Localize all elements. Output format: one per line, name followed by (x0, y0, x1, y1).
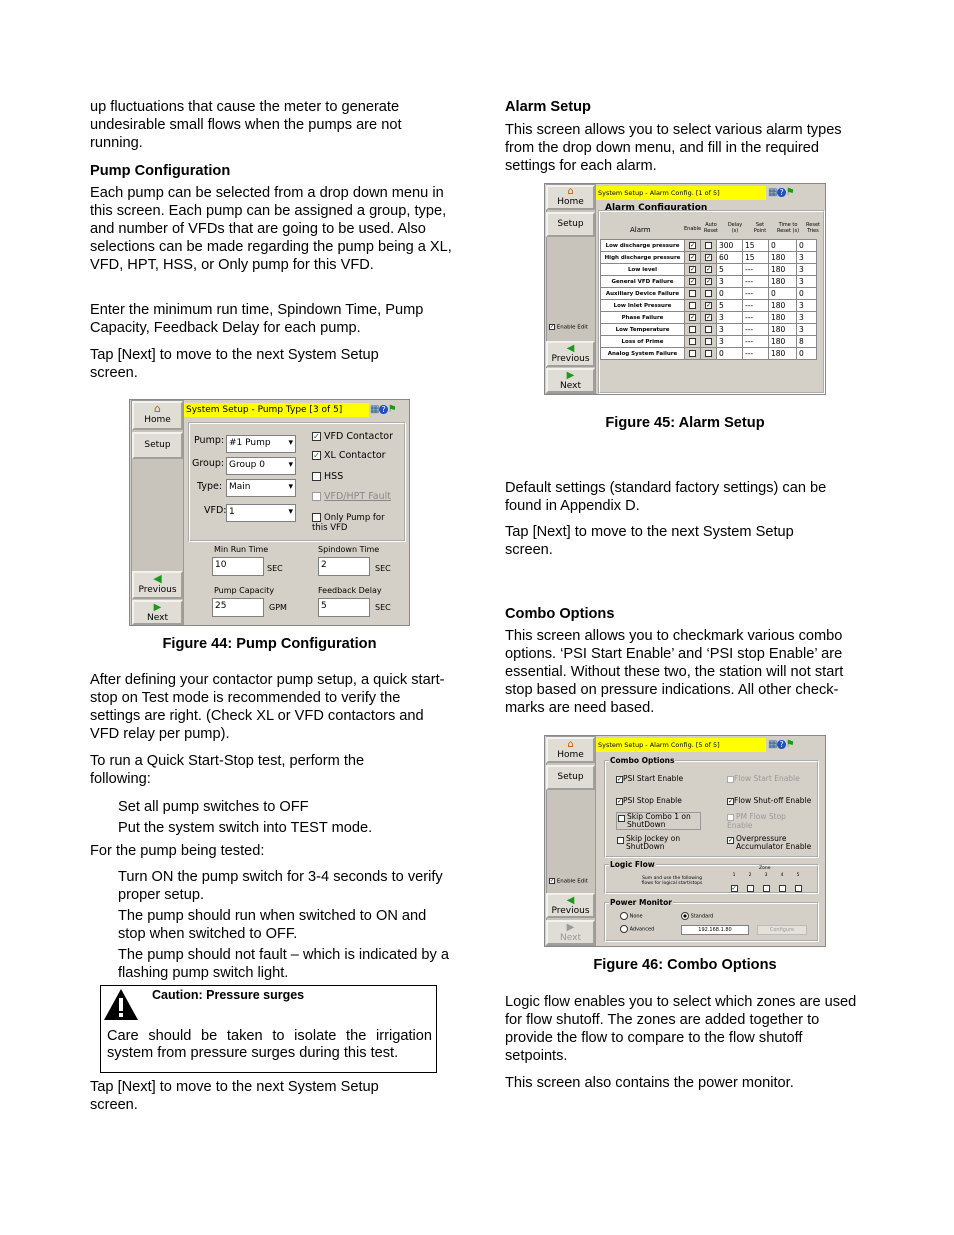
delay-value[interactable]: 60 (717, 252, 743, 264)
delay-value[interactable]: 3 (717, 312, 743, 324)
flow-start-checkbox[interactable] (727, 774, 800, 783)
dropdown-arrow-icon: ▾ (288, 460, 293, 470)
vfd-select[interactable] (226, 504, 296, 522)
for-pump-text: For the pump being tested: (90, 843, 265, 859)
set-point-value[interactable]: --- (743, 324, 769, 336)
psi-stop-checkbox[interactable]: ✓PSI Stop Enable (617, 796, 682, 805)
pm-flow-stop-label: PM Flow Stop Enable (727, 812, 786, 830)
set-point-value[interactable]: --- (743, 300, 769, 312)
zone-checkbox[interactable] (793, 873, 803, 897)
time-to-reset-value[interactable]: 0 (769, 288, 797, 300)
psi-stop-label: PSI Stop Enable (623, 796, 682, 805)
dropdown-arrow-icon: ▾ (288, 438, 293, 448)
home-label: Home (557, 197, 584, 207)
radio-none-label: None (629, 913, 643, 920)
checkbox[interactable] (689, 302, 696, 309)
dropdown-arrow-icon: ▾ (288, 507, 293, 517)
after-paragraph-1: After defining your contactor pump setup, a quick start-stop on Test mode is recommended to verify the settings are right. (Check XL or VFD contactors and VFD relay per pump). (90, 672, 445, 742)
set-point-value[interactable]: --- (743, 348, 769, 360)
alarm-row (601, 348, 817, 360)
time-to-reset-value[interactable]: 180 (769, 252, 797, 264)
screen-title: System Setup - Alarm Config. [1 of 5] (596, 186, 766, 200)
overpressure-label: Overpressure Accumulator Enable (736, 834, 812, 851)
time-to-reset-value[interactable]: 180 (769, 336, 797, 348)
checkbox[interactable] (779, 885, 786, 892)
type-select[interactable] (226, 479, 296, 497)
pump-config-paragraph-2: Enter the minimum run time, Spindown Time, Pump Capacity, Feedback Delay for each pump. (90, 302, 424, 336)
enable-checkbox-cell[interactable] (685, 312, 701, 324)
header-auto-reset: Auto Reset (704, 222, 718, 234)
spindown-input[interactable]: 2 (318, 557, 370, 576)
logic-flow-title: Logic Flow (610, 860, 655, 869)
min-run-unit: SEC (267, 564, 283, 573)
pump-config-paragraph-1: Each pump can be selected from a drop down menu in this screen. Each pump can be assigned a group, type, and number of VFDs that are going to be used. Also selections can be made regarding the pump being a XL, VFD, HPT, HSS, or Only pump for this VFD. (90, 185, 452, 273)
combo-options-heading: Combo Options (505, 606, 615, 622)
zone-number: 1 (732, 873, 736, 878)
delay-value[interactable]: 0 (717, 348, 743, 360)
zone-number: 3 (764, 873, 768, 878)
next-button[interactable] (546, 920, 595, 945)
alarm-setup-heading: Alarm Setup (505, 99, 591, 115)
alarm-name: Low discharge pressure (601, 240, 685, 252)
pump-config-paragraph-3: Tap [Next] to move to the next System Setup screen. (90, 347, 379, 381)
step-a-1: Set all pump switches to OFF (118, 799, 309, 815)
auto-reset-checkbox-cell[interactable] (701, 348, 717, 360)
pump-label: Pump: (194, 435, 225, 446)
setup-button[interactable]: Setup (132, 432, 183, 459)
auto-reset-checkbox-cell[interactable] (701, 336, 717, 348)
auto-reset-checkbox-cell[interactable] (701, 240, 717, 252)
setup-button[interactable]: Setup (546, 765, 595, 790)
header-enable: Enable (684, 226, 702, 232)
capacity-unit: GPM (269, 603, 287, 612)
alarm-row (601, 324, 817, 336)
arrow-right-icon: ▶ (566, 370, 575, 381)
enable-checkbox-cell[interactable] (685, 348, 701, 360)
configure-button[interactable]: Configure (757, 925, 807, 935)
checkbox[interactable]: ✓ (706, 314, 712, 321)
xl-contactor-checkbox[interactable]: ✓ XL Contactor (313, 450, 386, 461)
checkbox[interactable] (689, 338, 696, 345)
header-time-to-reset: Time to Reset (s) (776, 222, 800, 234)
pump-config-screenshot (129, 399, 410, 626)
checkbox[interactable]: ✓ (690, 242, 696, 249)
home-icon: ⌂ (567, 186, 574, 197)
flag-icon: ⚑ (387, 404, 397, 415)
radio-none[interactable] (620, 912, 643, 920)
zone-checkboxes (729, 873, 809, 891)
type-select-value: Main (229, 482, 251, 492)
set-point-value[interactable]: 15 (743, 252, 769, 264)
only-pump-label: Only Pump for this VFD (312, 513, 385, 533)
reset-tries-value[interactable]: 0 (797, 348, 817, 360)
pm-flow-stop-checkbox[interactable] (727, 812, 807, 830)
combo-options-paragraph: This screen allows you to checkmark various combo options. ‘PSI Start Enable’ and ‘PSI stop Enable’ are essential. Without these two, the station will not start stop based on pressure indications. All other check-marks are need based. (505, 628, 844, 716)
reset-tries-value[interactable]: 3 (797, 324, 817, 336)
help-icon[interactable]: ? (779, 740, 784, 749)
alarm-row (601, 312, 817, 324)
reset-tries-value[interactable]: 3 (797, 252, 817, 264)
xl-contactor-label: XL Contactor (324, 450, 386, 461)
reset-tries-value[interactable]: 3 (797, 300, 817, 312)
zone-checkbox[interactable] (761, 873, 771, 897)
enable-edit-checkbox[interactable]: ✓ Enable Edit (550, 324, 588, 331)
power-monitor-title: Power Monitor (610, 898, 672, 907)
delay-value[interactable]: 5 (717, 264, 743, 276)
tap-next-paragraph: Tap [Next] to move to the next System Setup screen. (505, 524, 794, 558)
enable-checkbox-cell[interactable] (685, 336, 701, 348)
caution-box (100, 985, 437, 1073)
toolbar-icons (768, 186, 824, 200)
psi-start-checkbox[interactable]: ✓PSI Start Enable (617, 774, 684, 783)
checkbox[interactable] (705, 350, 712, 357)
step-b-2: The pump should run when switched to ON and stop when switched to OFF. (118, 908, 427, 942)
logic-flow-paragraph: Logic flow enables you to select which zones are used for flow shutoff. The zones are added together to provide the flow to compare to the flow shutoff setpoints. (505, 994, 857, 1064)
header-reset-tries: Reset Tries (806, 222, 820, 234)
checkbox[interactable] (747, 885, 754, 892)
previous-label: Previous (138, 585, 177, 595)
set-point-value[interactable]: --- (743, 312, 769, 324)
alarm-row (601, 276, 817, 288)
alarm-name: General VFD Failure (601, 276, 685, 288)
step-a-2: Put the system switch into TEST mode. (118, 820, 373, 836)
previous-button[interactable] (546, 893, 595, 918)
next-label: Next (560, 381, 581, 391)
alarm-row (601, 300, 817, 312)
time-to-reset-value[interactable]: 180 (769, 324, 797, 336)
auto-reset-checkbox-cell[interactable] (701, 300, 717, 312)
warning-icon (103, 988, 139, 1021)
checkbox[interactable]: ✓ (690, 278, 696, 285)
zone-checkbox[interactable] (745, 873, 755, 897)
feedback-unit: SEC (375, 603, 391, 612)
help-icon[interactable]: ? (779, 188, 784, 197)
spindown-unit: SEC (375, 564, 391, 573)
checkbox[interactable] (705, 290, 712, 297)
checkbox[interactable]: ✓ (706, 266, 712, 273)
arrow-left-icon: ◀ (566, 895, 575, 906)
flag-icon: ⚑ (785, 739, 795, 750)
checkbox[interactable] (705, 242, 712, 249)
header-set-point: Set Point (753, 222, 767, 234)
skip-combo-checkbox[interactable] (616, 812, 701, 830)
feedback-input[interactable]: 5 (318, 598, 370, 617)
auto-reset-checkbox-cell[interactable] (701, 252, 717, 264)
checkbox[interactable]: ✓ (706, 254, 712, 261)
vfd-contactor-checkbox[interactable]: ✓ VFD Contactor (313, 431, 394, 442)
vfd-hpt-fault-checkbox[interactable] (312, 491, 391, 502)
help-icon[interactable]: ? (381, 405, 386, 414)
pump-select[interactable] (226, 435, 296, 453)
zone-checkbox[interactable] (777, 873, 787, 897)
enable-checkbox-cell[interactable] (685, 264, 701, 276)
previous-button[interactable] (546, 341, 595, 367)
checkbox[interactable] (705, 326, 712, 333)
auto-reset-checkbox-cell[interactable] (701, 312, 717, 324)
alarm-row (601, 252, 817, 264)
enable-checkbox-cell[interactable] (685, 324, 701, 336)
group-select[interactable] (226, 457, 296, 475)
checkbox[interactable]: ✓ (690, 254, 696, 261)
checkbox[interactable] (689, 290, 696, 297)
final-paragraph: Tap [Next] to move to the next System Setup screen. (90, 1079, 379, 1113)
alarm-row (601, 264, 817, 276)
enable-edit-label: Enable Edit (556, 878, 588, 885)
alarm-name: Phase Failure (601, 312, 685, 324)
figure-45-caption: Figure 45: Alarm Setup (605, 415, 765, 431)
previous-button[interactable] (132, 571, 183, 599)
time-to-reset-value[interactable]: 0 (769, 240, 797, 252)
alarm-name: High discharge pressure (601, 252, 685, 264)
time-to-reset-value[interactable]: 180 (769, 264, 797, 276)
next-label: Next (147, 613, 168, 623)
auto-reset-checkbox-cell[interactable] (701, 324, 717, 336)
vfd-select-value: 1 (229, 507, 235, 517)
flow-start-label: Flow Start Enable (734, 774, 800, 783)
capacity-input[interactable]: 25 (212, 598, 264, 617)
set-point-value[interactable]: --- (743, 264, 769, 276)
screen-title: System Setup - Pump Type [3 of 5] (184, 403, 369, 417)
vfd-contactor-label: VFD Contactor (324, 431, 394, 442)
power-monitor-paragraph: This screen also contains the power monitor. (505, 1075, 794, 1091)
enable-checkbox-cell[interactable] (685, 288, 701, 300)
arrow-right-icon: ▶ (153, 602, 162, 613)
network-icon: ▦ (768, 187, 778, 198)
home-label: Home (144, 415, 171, 425)
combo-options-screenshot (544, 735, 826, 947)
checkbox[interactable] (795, 885, 802, 892)
psi-start-label: PSI Start Enable (623, 774, 684, 783)
delay-value[interactable]: 3 (717, 276, 743, 288)
alarm-config-title: Alarm Configuration (605, 203, 708, 213)
step-b-3: The pump should not fault – which is indicated by a flashing pump switch light. (118, 947, 449, 981)
capacity-label: Pump Capacity (214, 586, 275, 595)
alarm-table (600, 239, 817, 360)
checkbox[interactable] (763, 885, 770, 892)
enable-edit-checkbox[interactable]: ✓ Enable Edit (550, 878, 588, 885)
reset-tries-value[interactable]: 3 (797, 264, 817, 276)
min-run-input[interactable]: 10 (212, 557, 264, 576)
auto-reset-checkbox-cell[interactable] (701, 264, 717, 276)
previous-label: Previous (551, 906, 590, 916)
alarm-setup-screenshot (544, 183, 826, 395)
time-to-reset-value[interactable]: 180 (769, 348, 797, 360)
default-settings-paragraph: Default settings (standard factory settings) can be found in Appendix D. (505, 480, 827, 514)
arrow-left-icon: ◀ (153, 572, 162, 585)
overpressure-checkbox[interactable]: ✓ Overpressure Accumulator Enable (728, 834, 812, 851)
delay-value[interactable]: 0 (717, 288, 743, 300)
flag-icon: ⚑ (785, 187, 795, 198)
enable-checkbox-cell[interactable] (685, 276, 701, 288)
checkbox[interactable]: ✓ (690, 314, 696, 321)
time-to-reset-value[interactable]: 180 (769, 276, 797, 288)
hss-label: HSS (324, 471, 344, 482)
checkbox[interactable] (689, 326, 696, 333)
set-point-value[interactable]: --- (743, 336, 769, 348)
caution-title: Caution: Pressure surges (152, 988, 305, 1002)
reset-tries-value[interactable]: 0 (797, 288, 817, 300)
enable-edit-label: Enable Edit (556, 324, 588, 331)
header-delay: Delay (s) (727, 222, 743, 234)
intro-paragraph: up fluctuations that cause the meter to generate undesirable small flows when the pumps are not running. (90, 99, 402, 151)
alarm-name: Analog System Failure (601, 348, 685, 360)
enable-checkbox-cell[interactable] (685, 252, 701, 264)
dropdown-arrow-icon: ▾ (288, 482, 293, 492)
enable-checkbox-cell[interactable] (685, 240, 701, 252)
delay-value[interactable]: 3 (717, 336, 743, 348)
combo-options-title: Combo Options (610, 756, 675, 765)
reset-tries-value[interactable]: 8 (797, 336, 817, 348)
only-pump-checkbox[interactable] (312, 513, 392, 533)
next-button[interactable] (132, 600, 183, 625)
group-select-value: Group 0 (229, 460, 265, 470)
toolbar-icons (768, 738, 824, 752)
zone-checkbox[interactable] (729, 873, 739, 897)
home-button[interactable] (546, 185, 595, 210)
checkbox[interactable]: ✓ (731, 885, 737, 892)
skip-jockey-checkbox[interactable] (617, 835, 697, 851)
network-icon: ▦ (768, 739, 778, 750)
flow-shutoff-checkbox[interactable]: ✓Flow Shut-off Enable (728, 796, 812, 805)
alarm-name: Low Temperature (601, 324, 685, 336)
reset-tries-value[interactable]: 3 (797, 312, 817, 324)
radio-advanced[interactable] (620, 925, 654, 933)
home-icon: ⌂ (567, 739, 574, 750)
zone-number: 4 (780, 873, 784, 878)
caution-text: Care should be taken to isolate the irrigation system from pressure surges during this test. (107, 1028, 432, 1061)
set-point-value[interactable]: --- (743, 288, 769, 300)
header-alarm: Alarm (630, 226, 651, 234)
set-point-value[interactable]: --- (743, 276, 769, 288)
hss-checkbox[interactable] (312, 471, 343, 482)
delay-value[interactable]: 300 (717, 240, 743, 252)
skip-jockey-label: Skip Jockey on ShutDown (626, 834, 681, 851)
logic-flow-description: Sum and use the following flows for logical start/stops (641, 876, 703, 886)
alarm-name: Loss of Prime (601, 336, 685, 348)
checkbox[interactable]: ✓ (690, 266, 696, 273)
setup-button[interactable]: Setup (546, 212, 595, 237)
radio-standard-label: Standard (690, 913, 714, 920)
arrow-left-icon: ◀ (566, 343, 575, 354)
vfd-label: VFD: (204, 505, 227, 516)
screen-title: System Setup - Alarm Config. [5 of 5] (596, 738, 766, 752)
checkbox[interactable] (705, 338, 712, 345)
pump-select-value: #1 Pump (229, 438, 271, 448)
zone-number: 2 (748, 873, 752, 878)
group-label: Group: (192, 458, 225, 469)
feedback-label: Feedback Delay (318, 586, 382, 595)
figure-46-caption: Figure 46: Combo Options (593, 957, 777, 973)
pump-config-heading: Pump Configuration (90, 163, 231, 179)
figure-44-caption: Figure 44: Pump Configuration (162, 636, 377, 652)
time-to-reset-value[interactable]: 180 (769, 312, 797, 324)
enable-checkbox-cell[interactable] (685, 300, 701, 312)
alarm-table-header (600, 222, 824, 238)
after-paragraph-2: To run a Quick Start-Stop test, perform the following: (90, 753, 365, 787)
home-button[interactable] (546, 737, 595, 763)
delay-value[interactable]: 3 (717, 324, 743, 336)
alarm-row (601, 336, 817, 348)
alarm-name: Low level (601, 264, 685, 276)
time-to-reset-value[interactable]: 180 (769, 300, 797, 312)
set-point-value[interactable]: 15 (743, 240, 769, 252)
alarm-name: Auxiliary Device Failure (601, 288, 685, 300)
ip-address-input[interactable]: 192.168.1.80 (681, 925, 749, 935)
power-monitor-panel (604, 902, 819, 942)
step-b-1: Turn ON the pump switch for 3-4 seconds to verify proper setup. (118, 869, 443, 903)
min-run-label: Min Run Time (214, 545, 269, 554)
zone-number: 5 (796, 873, 800, 878)
previous-label: Previous (551, 354, 590, 364)
auto-reset-checkbox-cell[interactable] (701, 276, 717, 288)
vfd-hpt-fault-label: VFD/HPT Fault (324, 491, 392, 502)
alarm-name: Low Inlet Pressure (601, 300, 685, 312)
next-button[interactable] (546, 368, 595, 393)
zone-label: Zone (759, 866, 771, 871)
network-icon: ▦ (370, 404, 380, 415)
radio-advanced-label: Advanced (629, 926, 655, 933)
toolbar-icons (370, 403, 408, 417)
delay-value[interactable]: 5 (717, 300, 743, 312)
alarm-setup-paragraph: This screen allows you to select various alarm types from the drop down menu, and fill in the required settings for each alarm. (505, 122, 842, 174)
flow-shutoff-label: Flow Shut-off Enable (734, 796, 812, 805)
type-label: Type: (197, 481, 223, 492)
checkbox[interactable]: ✓ (706, 302, 712, 309)
spindown-label: Spindown Time (318, 545, 380, 554)
skip-combo-label: Skip Combo 1 on ShutDown (627, 812, 691, 829)
reset-tries-value[interactable]: 0 (797, 240, 817, 252)
arrow-right-icon: ▶ (566, 922, 575, 933)
alarm-row (601, 240, 817, 252)
radio-standard[interactable] (681, 912, 713, 920)
home-label: Home (557, 750, 584, 760)
alarm-row (601, 288, 817, 300)
home-button[interactable] (132, 401, 183, 430)
home-icon: ⌂ (154, 402, 161, 415)
reset-tries-value[interactable]: 3 (797, 276, 817, 288)
next-label: Next (560, 933, 581, 943)
auto-reset-checkbox-cell[interactable] (701, 288, 717, 300)
checkbox[interactable]: ✓ (706, 278, 712, 285)
checkbox[interactable] (689, 350, 696, 357)
